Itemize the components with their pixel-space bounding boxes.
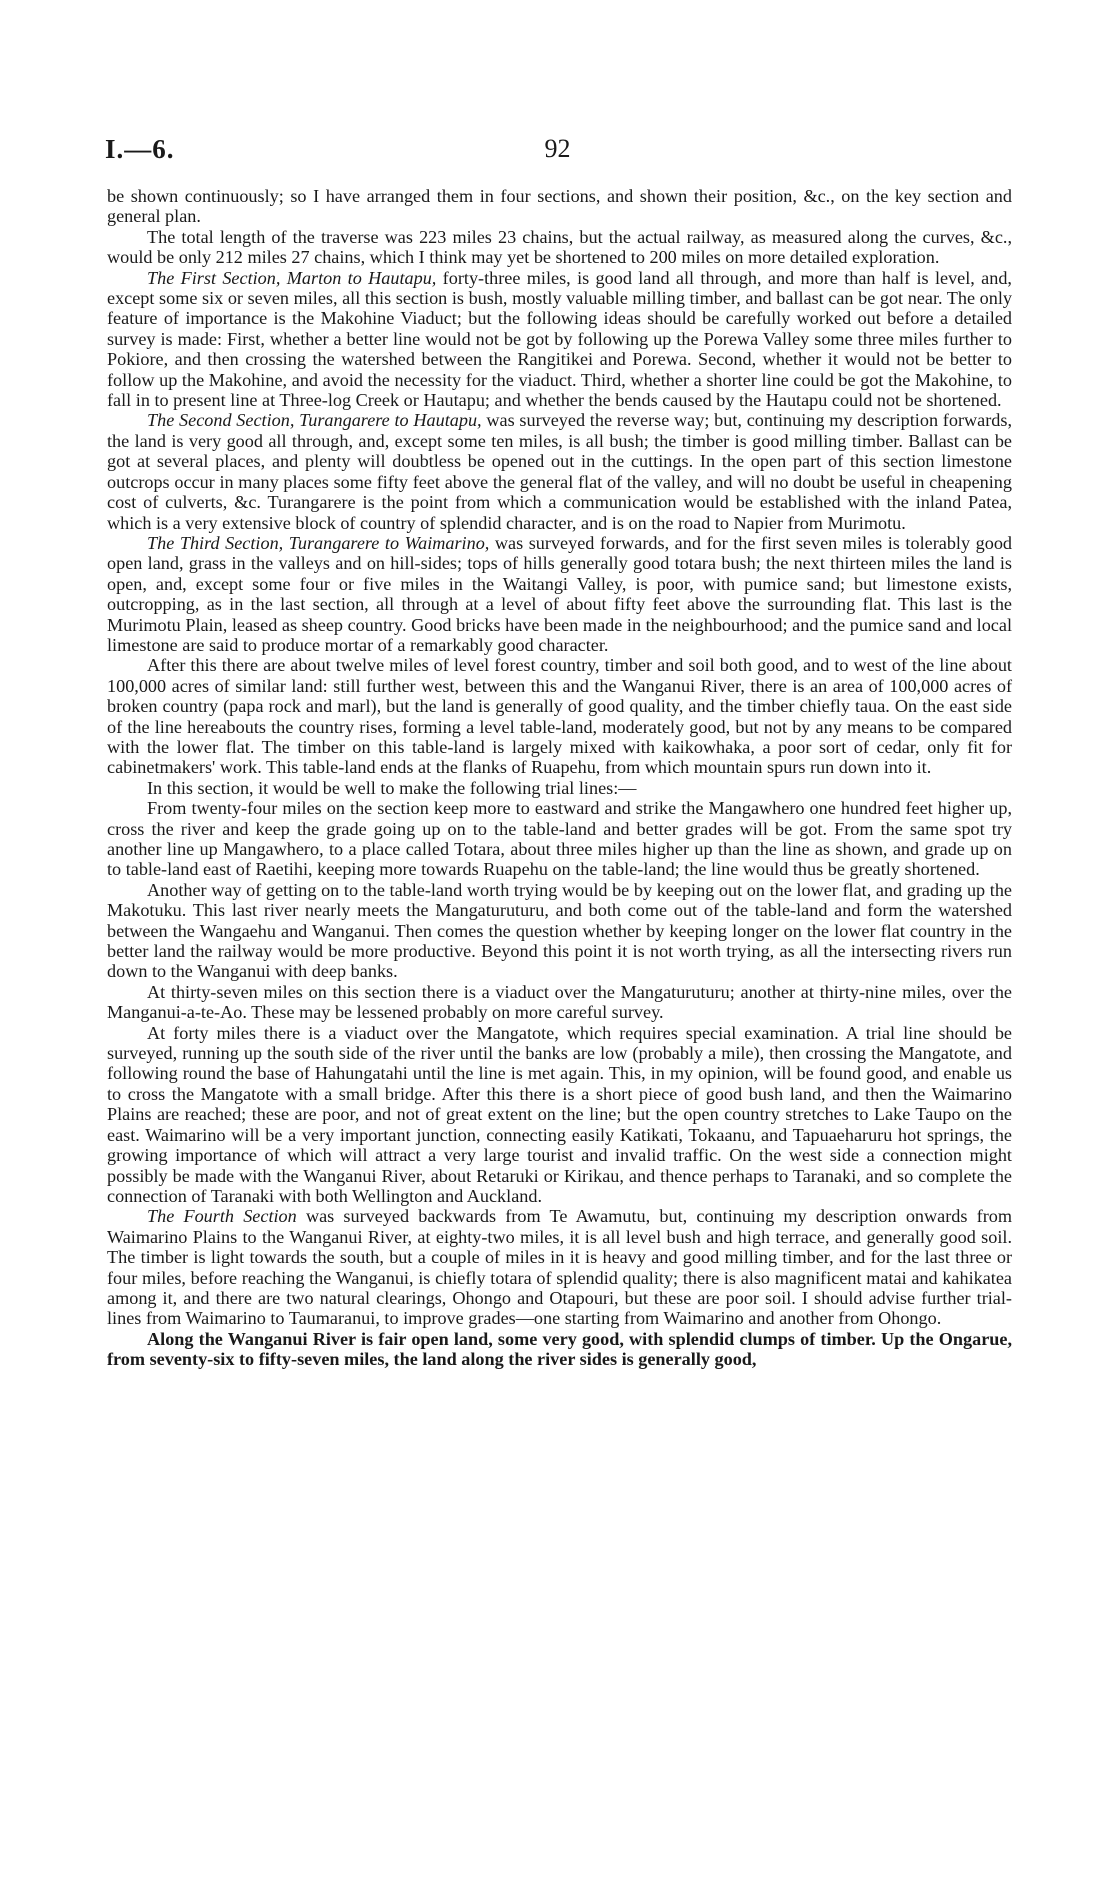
paragraph-10 xyxy=(107,982,1012,1023)
paragraph-1 xyxy=(107,186,1012,227)
paragraph-7-text: In this section, it would be well to make the following trial lines:— xyxy=(147,777,637,798)
paragraph-4-text: was surveyed the reverse way; but, continuing my description forwards, the land is very good all through, and, except some ten miles, is all bush; the timber is good milling timber. Ballast can be got at several places, and plenty will doubtless be opened out in the cuttings. In the open part of this section limestone outcrops occur in many places some fifty feet above the general flat of the valley, and will no doubt be useful in cheapening cost of culverts, &c. Turangarere is the point from which a communication would be established with the inland Patea, which is a very extensive block of country of splendid character, and is on the road to Napier from Murimotu. xyxy=(107,410,1012,533)
paragraph-5-text: was surveyed forwards, and for the first seven miles is tolerably good open land, grass in the valleys and on hill-sides; tops of hills generally good totara bush; the next thirteen miles the land is open, and, except some four or five miles in the Waitangi Valley, is poor, with pumice sand; but limestone exists, outcropping, as in the last section, all through at a level of about fifty feet above the surrounding flat. This last is the Murimotu Plain, leased as sheep country. Good bricks have been made in the neighbourhood; and the pumice sand and local limestone are said to produce mortar of a remarkably good character. xyxy=(107,532,1013,655)
paragraph-7 xyxy=(107,778,1012,798)
paragraph-9 xyxy=(107,880,1012,982)
paragraph-5 xyxy=(107,533,1012,655)
section-heading-third: The Third Section, Turangarere to Waimarino, xyxy=(147,532,490,553)
paragraph-4 xyxy=(107,410,1012,532)
page-header xyxy=(105,134,1010,170)
paragraph-9-text: Another way of getting on to the table-land worth trying would be by keeping out on the lower flat, and grading up the Makotuku. This last river nearly meets the Mangaturuturu, and both come out of the table-land and form the watershed between the Wangaehu and Wanganui. Then comes the question whether by keeping longer on the lower flat country in the better land the railway would be more productive. Beyond this point it is not worth trying, as all the intersecting rivers run down to the Wanganui with deep banks. xyxy=(107,879,1012,982)
paragraph-11 xyxy=(107,1023,1012,1207)
section-heading-fourth: The Fourth Section xyxy=(147,1206,297,1227)
paragraph-1-text: be shown continuously; so I have arranged them in four sections, and shown their position, &c., on the key section and general plan. xyxy=(107,186,1012,227)
paragraph-6 xyxy=(107,655,1012,777)
paragraph-8 xyxy=(107,798,1012,880)
paragraph-12 xyxy=(107,1206,1012,1328)
paragraph-3 xyxy=(107,268,1012,411)
paragraph-12-text: was surveyed backwards from Te Awamutu, but, continuing my description onwards from Waimarino Plains to the Wanganui River, at eighty-two miles, it is all level bush and high terrace, and generally good soil. The timber is light towards the south, but a couple of miles in it is heavy and good milling timber, and for the last three or four miles, before reaching the Wanganui, is chiefly totara of splendid quality; there is also magnificent matai and kahikatea among it, and there are two natural clearings, Ohongo and Otapouri, but these are poor soil. I should advise further trial-lines from Waimarino to Taumaranui, to improve grades—one starting from Waimarino and another from Ohongo. xyxy=(107,1206,1013,1329)
paragraph-6-text: After this there are about twelve miles of level forest country, timber and soil both good, and to west of the line about 100,000 acres of similar land: still further west, between this and the Wanganui River, there is an area of 100,000 acres of broken country (papa rock and marl), but the land is generally of good quality, and the timber chiefly taua. On the east side of the line hereabouts the country rises, forming a level table-land, moderately good, but not by any means to be compared with the lower flat. The timber on this table-land is largely mixed with kaikowhaka, a poor sort of cedar, only fit for cabinetmakers' work. This table-land ends at the flanks of Ruapehu, from which mountain spurs run down into it. xyxy=(107,655,1012,778)
document-reference: I.—6. xyxy=(105,134,175,164)
section-heading-second: The Second Section, Turangarere to Hautapu, xyxy=(147,410,482,431)
paragraph-3-text: forty-three miles, is good land all through, and more than half is level, and, except some six or seven miles, all this section is bush, mostly valuable milling timber, and ballast can be got near. The only feature of importance is the Makohine Viaduct; but the following ideas should be carefully worked out before a detailed survey is made: First, whether a better line would not be got by following up the Porewa Valley some three miles further to Pokiore, and then crossing the watershed between the Rangitikei and Porewa. Second, whether it would not be better to follow up the Makohine, and avoid the necessity for the viaduct. Third, whether a shorter line could be got the Makohine, to fall in to present line at Three-log Creek or Hautapu; and whether the bends caused by the Hautapu could not be shortened. xyxy=(107,267,1012,411)
paragraph-2 xyxy=(107,227,1012,268)
body-text xyxy=(107,186,1012,1370)
paragraph-13-text: Along the Wanganui River is fair open land, some very good, with splendid clumps of timber. Up the Ongarue, from seventy-six to fifty-seven miles, the land along the river sides is generally good, xyxy=(107,1328,1012,1370)
paragraph-13 xyxy=(107,1329,1012,1370)
paragraph-8-text: From twenty-four miles on the section keep more to eastward and strike the Mangawhero one hundred feet higher up, cross the river and keep the grade going up on to the table-land and better grades will be got. From the same spot try another line up Mangawhero, to a place called Totara, about three miles higher up than the line as shown, and grade up on to table-land east of Raetihi, keeping more towards Ruapehu on the table-land; the line would thus be greatly shortened. xyxy=(107,798,1012,880)
page-number: 92 xyxy=(544,134,571,163)
paragraph-11-text: At forty miles there is a viaduct over the Mangatote, which requires special examination. A trial line should be surveyed, running up the south side of the river until the banks are low (probably a mile), then crossing the Mangatote, and following round the base of Hahungatahi until the line is met again. This, in my opinion, will be found good, and enable us to cross the Mangatote with a small bridge. After this there is a short piece of good bush land, and then the Waimarino Plains are reached; these are poor, and not of great extent on the line; but the open country stretches to Lake Taupo on the east. Waimarino will be a very important junction, connecting easily Katikati, Tokaanu, and Tapuaeharuru hot springs, the growing importance of which will attract a very large tourist and invalid traffic. On the west side a connection might possibly be made with the Wanganui River, about Retaruki or Kirikau, and thence perhaps to Taranaki, and so complete the connection of Taranaki with both Wellington and Auckland. xyxy=(107,1022,1012,1206)
section-heading-first: The First Section, Marton to Hautapu, xyxy=(147,267,437,288)
paragraph-2-text: The total length of the traverse was 223 miles 23 chains, but the actual railway, as measured along the curves, &c., would be only 212 miles 27 chains, which I think may yet be shortened to 200 miles on more detailed exploration. xyxy=(107,226,1012,268)
paragraph-10-text: At thirty-seven miles on this section there is a viaduct over the Mangaturuturu; another at thirty-nine miles, over the Manganui-a-te-Ao. These may be lessened probably on more careful survey. xyxy=(107,981,1012,1023)
